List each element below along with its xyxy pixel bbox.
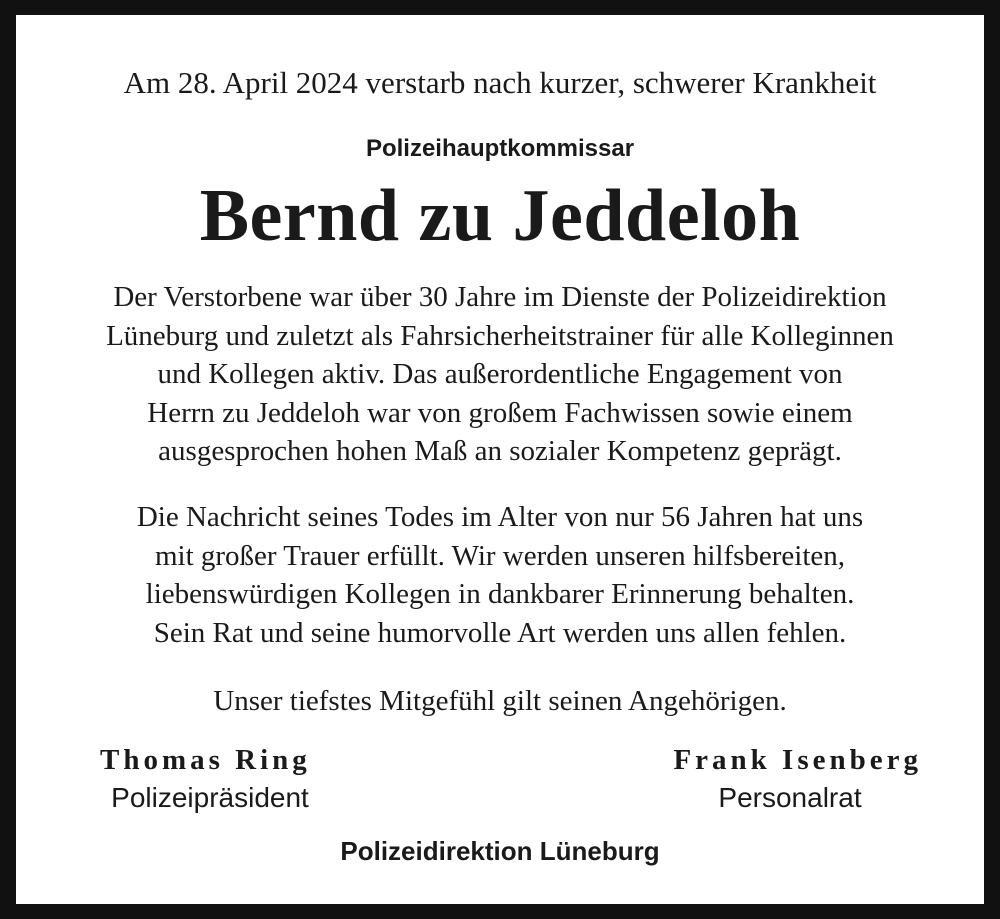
intro-line: Am 28. April 2024 verstarb nach kurzer, schwerer Krankheit [123,65,877,100]
signatory-title-right: Personalrat [718,782,862,813]
signatory-name-right: Frank Isenberg [673,744,922,776]
mourning-line: liebenswürdigen Kollegen in dankbarer Erinnerung behalten. [145,578,855,610]
tribute-line: ausgesprochen hohen Maß an sozialer Kompetenz geprägt. [158,435,842,467]
tribute-line: und Kollegen aktiv. Das außerordentliche Engagement von [157,358,843,390]
rank-title: Polizeihauptkommissar [365,135,635,162]
deceased-name: Bernd zu Jeddeloh [199,175,801,257]
signatory-title-left: Polizeipräsident [111,782,309,813]
mourning-line: Sein Rat und seine humorvolle Art werden uns allen fehlen. [153,616,847,649]
tribute-line: Lüneburg und zuletzt als Fahrsicherheitstrainer für alle Kolleginnen [106,319,894,352]
tribute-line: Herrn zu Jeddeloh war von großem Fachwissen sowie einem [147,396,853,429]
tribute-paragraph [0,278,1000,471]
mourning-line: mit großer Trauer erfüllt. Wir werden unseren hilfsbereiten, [154,539,846,572]
mourning-line: Die Nachricht seines Todes im Alter von nur 56 Jahren hat uns [136,501,864,533]
condolence-line: Unser tiefstes Mitgefühl gilt seinen Angehörigen. [213,685,787,717]
tribute-line: Der Verstorbene war über 30 Jahre im Dienste der Polizeidirektion [113,281,887,313]
organization-name: Polizeidirektion Lüneburg [340,836,660,866]
mourning-paragraph [0,498,1000,652]
signatory-name-left: Thomas Ring [100,744,311,776]
